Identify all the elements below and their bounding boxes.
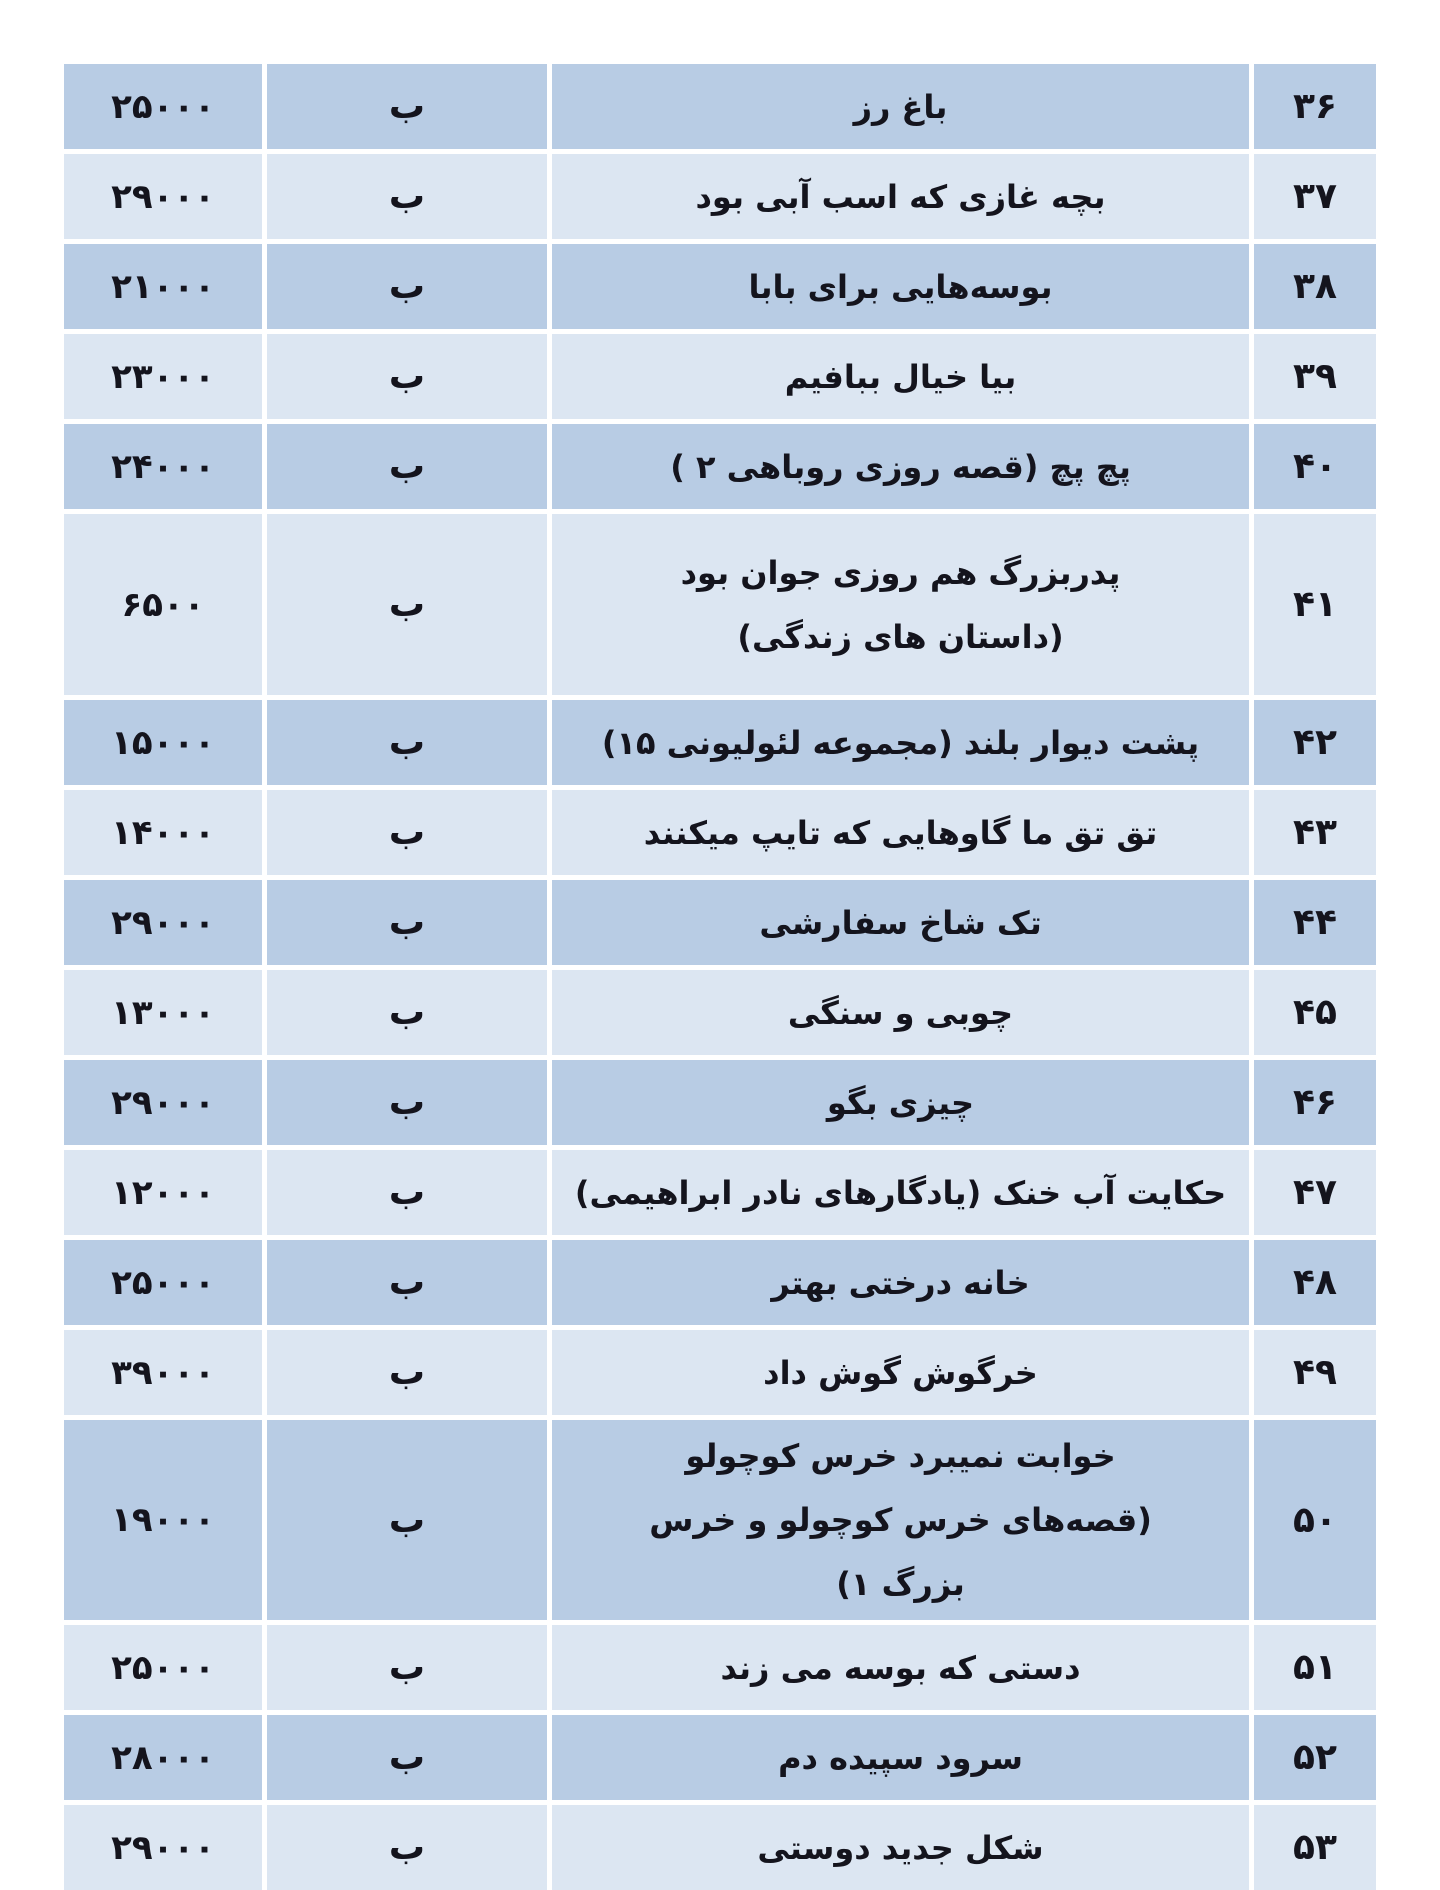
book-title-cell bbox=[552, 514, 1249, 695]
book-title: خوابت نمیبرد خرس کوچولو (قصه‌های خرس کوچولو و خرس بزرگ ۱) bbox=[649, 1437, 1152, 1603]
book-title: حکایت آب خنک (یادگارهای نادر ابراهیمی) bbox=[574, 1173, 1227, 1212]
row-number: ۴۴ bbox=[1254, 880, 1376, 965]
grade-cell: ب bbox=[267, 514, 547, 695]
row-number: ۴۵ bbox=[1254, 970, 1376, 1055]
book-title: شکل جدید دوستی bbox=[757, 1828, 1044, 1867]
grade-cell: ب bbox=[267, 1625, 547, 1710]
price-cell: ۲۵۰۰۰ bbox=[64, 64, 262, 149]
book-title: بچه غازی که اسب آبی بود bbox=[695, 177, 1106, 216]
book-title-cell bbox=[552, 1420, 1249, 1620]
book-title-cell bbox=[552, 700, 1249, 785]
grade-cell: ب bbox=[267, 1240, 547, 1325]
book-title: خرگوش گوش داد bbox=[763, 1353, 1038, 1392]
price-cell: ۲۵۰۰۰ bbox=[64, 1625, 262, 1710]
book-title-cell bbox=[552, 1715, 1249, 1800]
book-title-cell bbox=[552, 1330, 1249, 1415]
row-number: ۳۹ bbox=[1254, 334, 1376, 419]
book-title: خانه درختی بهتر bbox=[771, 1263, 1030, 1302]
row-number: ۳۶ bbox=[1254, 64, 1376, 149]
book-title: تق تق ما گاوهایی که تایپ میکنند bbox=[643, 813, 1158, 852]
grade-cell: ب bbox=[267, 1330, 547, 1415]
book-title: دستی که بوسه می زند bbox=[720, 1648, 1081, 1687]
grade-cell: ب bbox=[267, 64, 547, 149]
book-title-cell bbox=[552, 1625, 1249, 1710]
book-title-cell bbox=[552, 424, 1249, 509]
price-cell: ۲۸۰۰۰ bbox=[64, 1715, 262, 1800]
price-cell: ۲۹۰۰۰ bbox=[64, 154, 262, 239]
grade-cell: ب bbox=[267, 424, 547, 509]
grade-cell: ب bbox=[267, 1715, 547, 1800]
book-title: چوبی و سنگی bbox=[787, 993, 1014, 1032]
price-cell: ۱۳۰۰۰ bbox=[64, 970, 262, 1055]
grade-cell: ب bbox=[267, 880, 547, 965]
price-cell: ۳۹۰۰۰ bbox=[64, 1330, 262, 1415]
row-number: ۴۸ bbox=[1254, 1240, 1376, 1325]
row-number: ۴۰ bbox=[1254, 424, 1376, 509]
price-cell: ۶۵۰۰ bbox=[64, 514, 262, 695]
price-cell: ۱۴۰۰۰ bbox=[64, 790, 262, 875]
price-cell: ۲۹۰۰۰ bbox=[64, 880, 262, 965]
price-cell: ۱۵۰۰۰ bbox=[64, 700, 262, 785]
price-cell: ۲۵۰۰۰ bbox=[64, 1240, 262, 1325]
grade-cell: ب bbox=[267, 1805, 547, 1890]
grade-cell: ب bbox=[267, 154, 547, 239]
grade-cell: ب bbox=[267, 1060, 547, 1145]
book-title-cell bbox=[552, 880, 1249, 965]
book-title-cell bbox=[552, 154, 1249, 239]
book-title: تک شاخ سفارشی bbox=[759, 903, 1042, 942]
book-title: بوسه‌هایی برای بابا bbox=[748, 267, 1053, 306]
book-title: چیزی بگو bbox=[826, 1083, 975, 1122]
price-cell: ۲۱۰۰۰ bbox=[64, 244, 262, 329]
row-number: ۴۶ bbox=[1254, 1060, 1376, 1145]
grade-cell: ب bbox=[267, 790, 547, 875]
row-number: ۴۷ bbox=[1254, 1150, 1376, 1235]
row-number: ۴۹ bbox=[1254, 1330, 1376, 1415]
grade-cell: ب bbox=[267, 244, 547, 329]
book-title-cell bbox=[552, 1060, 1249, 1145]
price-cell: ۱۹۰۰۰ bbox=[64, 1420, 262, 1620]
price-cell: ۲۹۰۰۰ bbox=[64, 1805, 262, 1890]
book-title: پچ پچ (قصه روزی روباهی ۲ ) bbox=[670, 447, 1131, 486]
price-cell: ۲۴۰۰۰ bbox=[64, 424, 262, 509]
row-number: ۵۲ bbox=[1254, 1715, 1376, 1800]
price-cell: ۲۹۰۰۰ bbox=[64, 1060, 262, 1145]
grade-cell: ب bbox=[267, 1150, 547, 1235]
book-title: پشت دیوار بلند (مجموعه لئولیونی ۱۵) bbox=[601, 723, 1200, 762]
grade-cell: ب bbox=[267, 700, 547, 785]
book-title-cell bbox=[552, 1805, 1249, 1890]
book-title: بیا خیال ببافیم bbox=[784, 357, 1017, 396]
book-title-cell bbox=[552, 790, 1249, 875]
book-title-cell bbox=[552, 970, 1249, 1055]
grade-cell: ب bbox=[267, 1420, 547, 1620]
book-title: پدربزرگ هم روزی جوان بود (داستان های زندگی) bbox=[680, 553, 1121, 656]
book-title: باغ رز bbox=[853, 87, 948, 126]
book-title-cell bbox=[552, 1150, 1249, 1235]
book-title-cell bbox=[552, 244, 1249, 329]
book-price-table bbox=[64, 64, 1376, 1890]
price-cell: ۲۳۰۰۰ bbox=[64, 334, 262, 419]
row-number: ۴۱ bbox=[1254, 514, 1376, 695]
book-title-cell bbox=[552, 1240, 1249, 1325]
row-number: ۴۳ bbox=[1254, 790, 1376, 875]
book-title-cell bbox=[552, 334, 1249, 419]
row-number: ۳۸ bbox=[1254, 244, 1376, 329]
row-number: ۵۳ bbox=[1254, 1805, 1376, 1890]
price-cell: ۱۲۰۰۰ bbox=[64, 1150, 262, 1235]
book-title-cell bbox=[552, 64, 1249, 149]
row-number: ۳۷ bbox=[1254, 154, 1376, 239]
book-title: سرود سپیده دم bbox=[778, 1738, 1023, 1777]
row-number: ۵۱ bbox=[1254, 1625, 1376, 1710]
row-number: ۵۰ bbox=[1254, 1420, 1376, 1620]
grade-cell: ب bbox=[267, 334, 547, 419]
grade-cell: ب bbox=[267, 970, 547, 1055]
row-number: ۴۲ bbox=[1254, 700, 1376, 785]
